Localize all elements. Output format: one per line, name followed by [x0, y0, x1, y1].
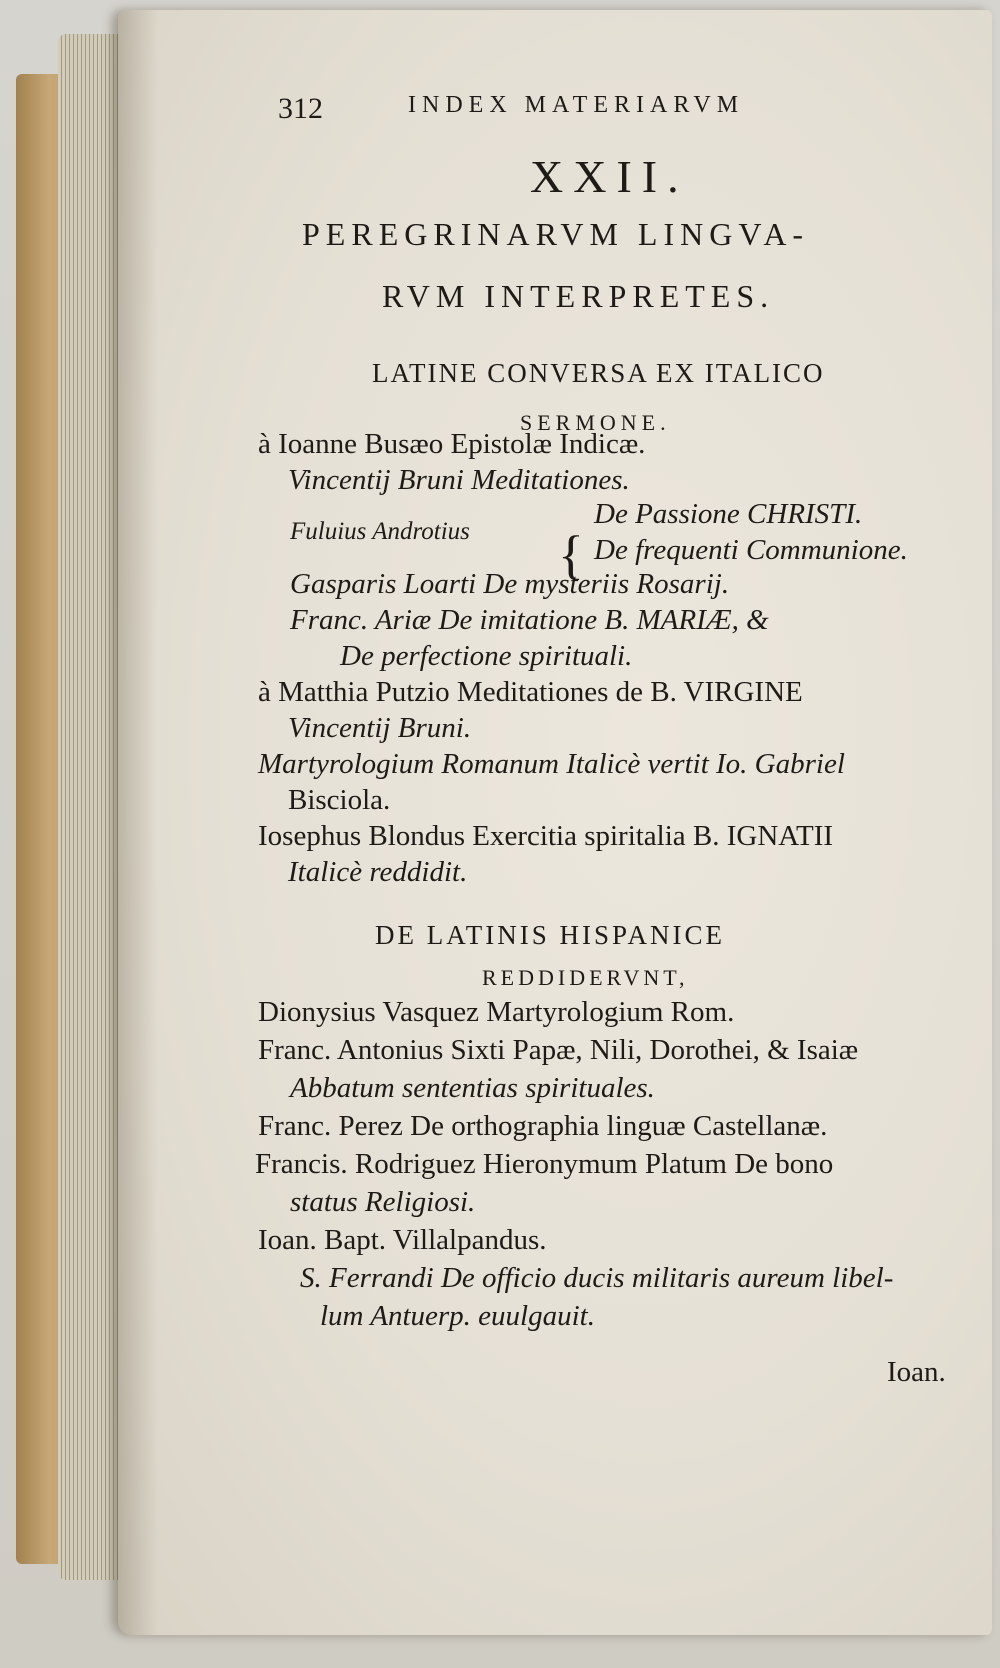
section-numeral: XXII.: [530, 151, 689, 202]
entry-blondus-cont: Italicè reddidit.: [288, 856, 468, 888]
entry-aria-cont: De perfectione spirituali.: [340, 640, 633, 672]
brace-symbol: {: [558, 525, 584, 585]
section-title-line1: PEREGRINARVM LINGVA-: [302, 216, 810, 252]
entry-bruni: Vincentij Bruni Meditationes.: [288, 464, 630, 496]
entry-rodriguez: Francis. Rodriguez Hieronymum Platum De bono: [255, 1148, 834, 1180]
entry-blondus: Iosephus Blondus Exercitia spiritalia B. IGNATII: [258, 820, 834, 852]
catchword: Ioan.: [887, 1356, 946, 1388]
entry-loarti: Gasparis Loarti De mysteriis Rosarij.: [290, 568, 730, 600]
entry-busaeus: à Ioanne Busæo Epistolæ Indicæ.: [258, 428, 646, 460]
gutter-shadow: [118, 10, 158, 1635]
entry-rodriguez-cont: status Religiosi.: [290, 1186, 476, 1218]
entry-ferrandi: S. Ferrandi De officio ducis militaris aureum libel-: [300, 1262, 894, 1294]
entry-perez: Franc. Perez De orthographia linguæ Castellanæ.: [258, 1110, 828, 1142]
entry-ferrandi-cont: lum Antuerp. euulgauit.: [320, 1300, 595, 1332]
entry-antonius: Franc. Antonius Sixti Papæ, Nili, Dorothei, & Isaiæ: [258, 1034, 859, 1066]
entry-putzius: à Matthia Putzio Meditationes de B. VIRGINE: [258, 676, 803, 708]
entry-androtius-passione: De Passione CHRISTI.: [594, 498, 863, 530]
section-title-line2: RVM INTERPRETES.: [382, 278, 775, 314]
entry-androtius: Fuluius Androtius: [290, 518, 470, 545]
entry-putzius-cont: Vincentij Bruni.: [288, 712, 472, 744]
subheading-spanish-line1: DE LATINIS HISPANICE: [375, 920, 726, 950]
subheading-spanish-line2: REDDIDERVNT,: [482, 965, 689, 990]
entry-antonius-cont: Abbatum sententias spirituales.: [290, 1072, 655, 1104]
subheading-italian-line2: SERMONE.: [520, 410, 671, 435]
entry-vasquez: Dionysius Vasquez Martyrologium Rom.: [258, 996, 735, 1028]
entry-martyrologium-cont: Bisciola.: [288, 784, 391, 816]
entry-aria: Franc. Ariæ De imitatione B. MARIÆ, &: [290, 604, 769, 636]
running-head: INDEX MATERIARVM: [408, 92, 745, 118]
page-number: 312: [278, 92, 323, 125]
entry-androtius-communione: De frequenti Communione.: [594, 534, 908, 566]
subheading-italian-line1: LATINE CONVERSA EX ITALICO: [372, 358, 825, 388]
entry-villalpandus: Ioan. Bapt. Villalpandus.: [258, 1224, 547, 1256]
entry-martyrologium: Martyrologium Romanum Italicè vertit Io. Gabriel: [258, 748, 845, 780]
